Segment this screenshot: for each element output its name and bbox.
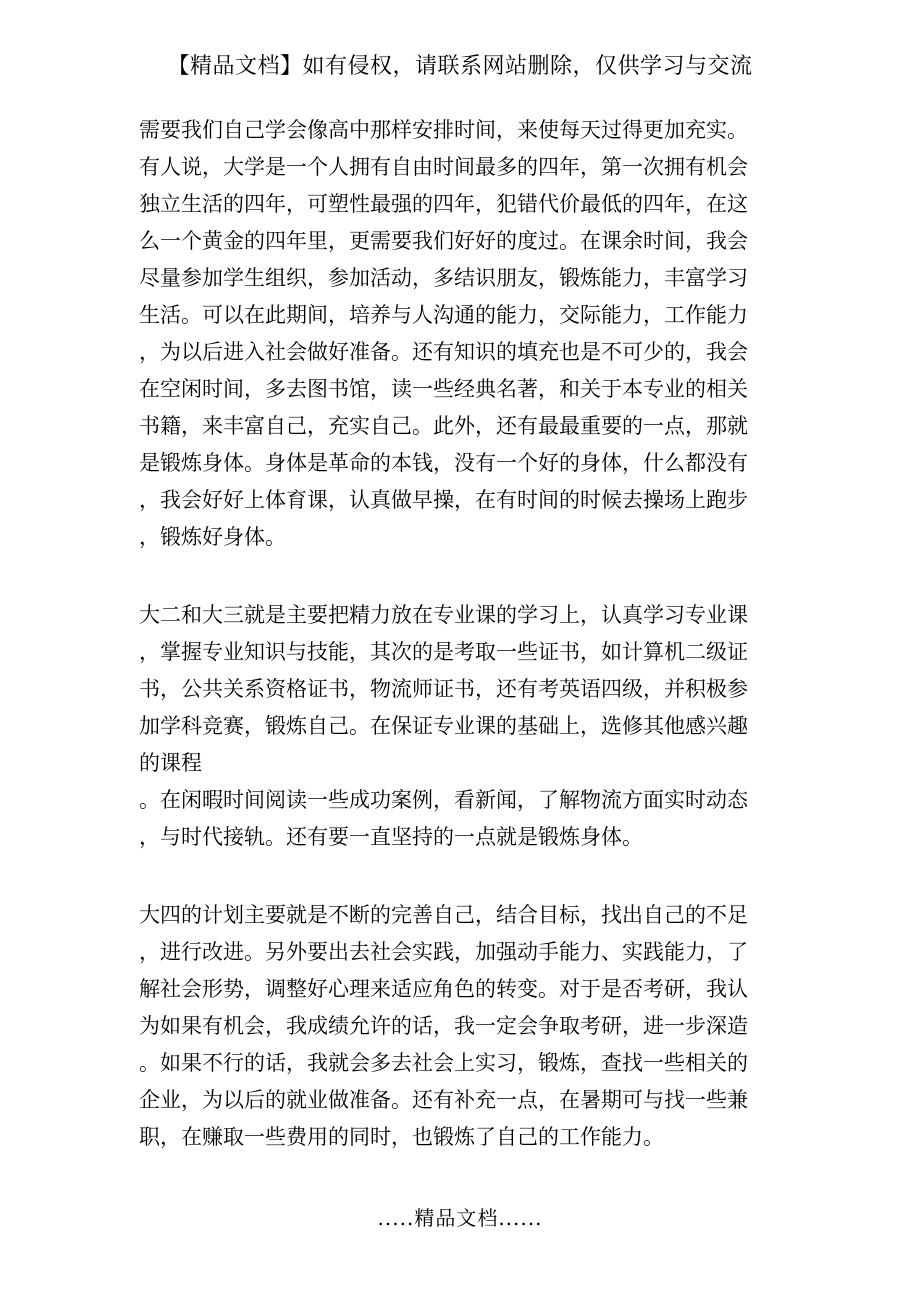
text-line: 大四的计划主要就是不断的完善自己，结合目标，找出自己的不足 (139, 903, 748, 927)
paragraph-spacer (139, 556, 779, 597)
text-line: 有人说，大学是一个人拥有自由时间最多的四年，第一次拥有机会 (139, 155, 748, 179)
text-line: ，我会好好上体育课，认真做早操，在有时间的时候去操场上跑步 (139, 488, 748, 512)
text-line: 的课程 (139, 751, 202, 775)
text-line: 加学科竞赛，锻炼自己。在保证专业课的基础上，选修其他感兴趣 (139, 714, 748, 738)
text-line: 。在闲暇时间阅读一些成功案例，看新闻，了解物流方面实时动态 (139, 788, 748, 812)
paragraph (139, 597, 779, 856)
page-header: 【精品文档】如有侵权，请联系网站删除，仅供学习与交流 (167, 54, 753, 79)
text-line: 大二和大三就是主要把精力放在专业课的学习上，认真学习专业课 (139, 603, 748, 627)
text-line: 解社会形势，调整好心理来适应角色的转变。对于是否考研，我认 (139, 977, 748, 1001)
text-line: 企业，为以后的就业做准备。还有补充一点，在暑期可与找一些兼 (139, 1088, 748, 1112)
text-line: ，锻炼好身体。 (139, 525, 286, 549)
text-line: 独立生活的四年，可塑性最强的四年，犯错代价最低的四年，在这 (139, 192, 748, 216)
text-line: 是锻炼身体。身体是革命的本钱，没有一个好的身体，什么都没有 (139, 451, 748, 475)
text-line: 。如果不行的话，我就会多去社会上实习，锻炼，查找一些相关的 (139, 1051, 748, 1075)
page-footer: .....精品文档...... (377, 1206, 543, 1230)
text-line: ，掌握专业知识与技能，其次的是考取一些证书，如计算机二级证 (139, 640, 748, 664)
text-line: 么一个黄金的四年里，更需要我们好好的度过。在课余时间，我会 (139, 229, 748, 253)
text-line: 尽量参加学生组织，参加活动，多结识朋友，锻炼能力，丰富学习 (139, 266, 748, 290)
paragraph (139, 112, 779, 556)
text-line: ，与时代接轨。还有要一直坚持的一点就是锻炼身体。 (139, 825, 643, 849)
text-line: ，进行改进。另外要出去社会实践，加强动手能力、实践能力，了 (139, 940, 748, 964)
text-line: 为如果有机会，我成绩允许的话，我一定会争取考研，进一步深造 (139, 1014, 748, 1038)
paragraph (139, 897, 779, 1156)
text-line: 在空闲时间，多去图书馆，读一些经典名著，和关于本专业的相关 (139, 377, 748, 401)
text-line: 书籍，来丰富自己，充实自己。此外，还有最最重要的一点，那就 (139, 414, 748, 438)
text-line: 职，在赚取一些费用的同时，也锻炼了自己的工作能力。 (139, 1125, 664, 1149)
text-line: 书，公共关系资格证书，物流师证书，还有考英语四级，并积极参 (139, 677, 748, 701)
paragraph-spacer (139, 856, 779, 897)
text-line: 生活。可以在此期间，培养与人沟通的能力，交际能力，工作能力 (139, 303, 748, 327)
text-line: ，为以后进入社会做好准备。还有知识的填充也是不可少的，我会 (139, 340, 748, 364)
document-body (139, 112, 779, 1156)
text-line: 需要我们自己学会像高中那样安排时间，来使每天过得更加充实。 (139, 118, 748, 142)
